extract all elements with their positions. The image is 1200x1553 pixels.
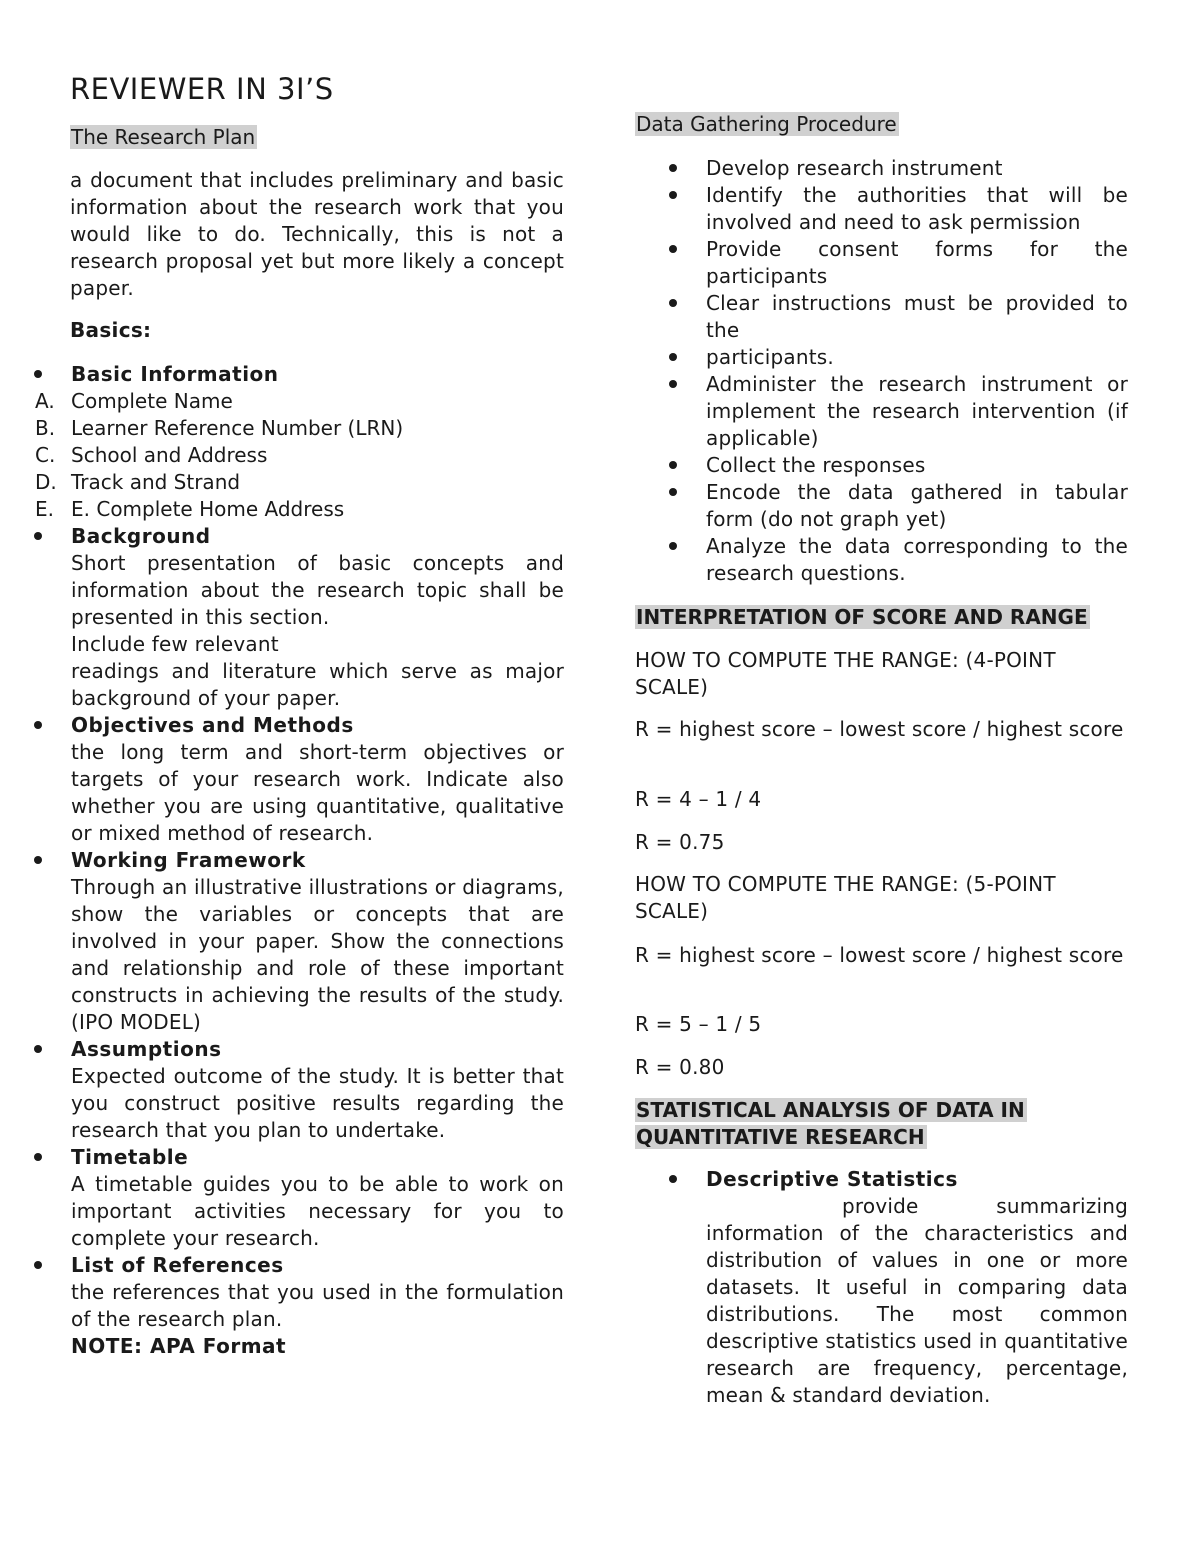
five-point-result-block: [635, 1054, 1128, 1081]
bullet-icon: [669, 488, 677, 496]
list-marker: A.: [35, 389, 55, 413]
basics-label: Basics:: [70, 318, 152, 342]
bullet-icon: [34, 1153, 42, 1161]
four-point-result: R = 0.75: [635, 830, 725, 854]
list-item-text: Learner Reference Number (LRN): [71, 416, 404, 440]
interpretation-heading: [635, 604, 1128, 631]
descriptive-statistics-title: Descriptive Statistics: [706, 1167, 958, 1191]
data-gathering-section: [635, 111, 1128, 138]
list-item-objectives: [0, 712, 564, 847]
list-item: [635, 182, 1128, 236]
list-item-working-framework: [0, 847, 564, 1036]
four-point-substitution: R = 4 – 1 / 4: [635, 787, 762, 811]
five-point-heading-block: [635, 871, 1128, 925]
four-point-heading: HOW TO COMPUTE THE RANGE: (4-POINT SCALE): [635, 648, 1056, 699]
research-plan-section: [70, 124, 564, 151]
list-item-text: Encode the data gathered in tabular form (do not graph yet): [706, 480, 1128, 531]
references-title: List of References: [71, 1253, 284, 1277]
list-item-text: Identify the authorities that will be involved and need to ask permission: [706, 183, 1128, 234]
working-framework-title: Working Framework: [71, 848, 306, 872]
bullet-icon: [669, 299, 677, 307]
background-description-2: Include few relevant: [71, 632, 279, 656]
list-item-descriptive-statistics: [635, 1166, 1128, 1409]
list-item-text: Develop research instrument: [706, 156, 1003, 180]
references-description: the references that you used in the formulation of the research plan.: [71, 1280, 564, 1331]
research-plan-heading-text: The Research Plan: [71, 125, 256, 149]
data-gathering-heading: [635, 111, 1128, 138]
interpretation-section: [635, 604, 1128, 631]
background-title: Background: [71, 524, 211, 548]
list-item: [635, 344, 1128, 371]
interpretation-heading-text: INTERPRETATION OF SCORE AND RANGE: [636, 605, 1088, 629]
list-item-text: Provide consent forms for the participants: [706, 237, 1128, 288]
list-marker: C.: [35, 443, 56, 467]
five-point-substitution: R = 5 – 1 / 5: [635, 1012, 762, 1036]
list-item: [635, 155, 1128, 182]
bullet-icon: [34, 1045, 42, 1053]
list-item: [635, 452, 1128, 479]
list-item: [635, 236, 1128, 290]
statistical-analysis-section: [635, 1097, 1128, 1151]
five-point-result: R = 0.80: [635, 1055, 725, 1079]
timetable-title: Timetable: [71, 1145, 189, 1169]
bullet-icon: [34, 856, 42, 864]
list-item-text: E. Complete Home Address: [71, 497, 345, 521]
bullet-icon: [669, 191, 677, 199]
list-item: [635, 371, 1128, 452]
statistical-analysis-heading: [635, 1097, 1128, 1151]
research-plan-description: a document that includes preliminary and basic information about the research work that you would like to do. Technically, this is not a research proposal yet but more likely a concept paper.: [70, 168, 564, 300]
descriptive-list: [0, 1166, 1128, 1409]
references-note: NOTE: APA Format: [71, 1334, 287, 1358]
list-item-text: participants.: [706, 345, 834, 369]
background-description-3: readings and literature which serve as major background of your paper.: [71, 659, 564, 710]
descriptive-statistics-description: provide summarizing information of the characteristics and distribution of values in one or more datasets. It useful in comparing data distributions. The most common descriptive statistics used in quantitative research are frequency, percentage, mean & standard deviation.: [706, 1194, 1128, 1407]
descriptive-list-block: [0, 1166, 1128, 1409]
list-item-text: Track and Strand: [71, 470, 241, 494]
objectives-description: the long term and short-term objectives or targets of your research work. Indicate also whether you are using quantitative, qualitative or mixed method of research.: [71, 740, 564, 845]
objectives-title: Objectives and Methods: [71, 713, 354, 737]
bullet-icon: [669, 380, 677, 388]
bullet-icon: [669, 461, 677, 469]
bullet-icon: [669, 164, 677, 172]
list-item-assumptions: [0, 1036, 564, 1144]
four-point-result-block: [635, 829, 1128, 856]
five-point-formula-block: [635, 942, 1128, 969]
five-point-substitution-block: [635, 1011, 1128, 1038]
bullet-icon: [669, 353, 677, 361]
bullet-icon: [669, 245, 677, 253]
research-plan-heading: [70, 124, 564, 151]
five-point-formula: R = highest score – lowest score / highest score: [635, 943, 1124, 967]
list-item: [635, 533, 1128, 587]
list-marker: D.: [35, 470, 57, 494]
assumptions-title: Assumptions: [71, 1037, 222, 1061]
basic-information-title: Basic Information: [71, 362, 279, 386]
background-description-1: Short presentation of basic concepts and information about the research topic shall be presented in this section.: [71, 551, 564, 629]
data-gathering-list: [0, 155, 1128, 587]
list-item-text: Analyze the data corresponding to the research questions.: [706, 534, 1128, 585]
list-marker: E.: [35, 497, 54, 521]
four-point-formula: R = highest score – lowest score / highest score: [635, 717, 1124, 741]
list-item: [635, 290, 1128, 344]
assumptions-description: Expected outcome of the study. It is better that you construct positive results regarding the research that you plan to undertake.: [71, 1064, 564, 1142]
list-item-text: Complete Name: [71, 389, 233, 413]
list-item: [635, 479, 1128, 533]
list-item-text: Collect the responses: [706, 453, 926, 477]
statistical-heading-line-1: STATISTICAL ANALYSIS OF DATA IN: [636, 1098, 1025, 1122]
list-item-text: School and Address: [71, 443, 268, 467]
four-point-heading-block: [635, 647, 1128, 701]
document-title: REVIEWER IN 3I’S: [70, 72, 334, 106]
four-point-substitution-block: [635, 786, 1128, 813]
five-point-heading: HOW TO COMPUTE THE RANGE: (5-POINT SCALE): [635, 872, 1056, 923]
statistical-heading-line-2: QUANTITATIVE RESEARCH: [636, 1125, 925, 1149]
bullet-icon: [669, 542, 677, 550]
working-framework-description: Through an illustrative illustrations or diagrams, show the variables or concepts that are involved in your paper. Show the connections and relationship and role of these important constructs in achieving the results of the study. (IPO MODEL): [71, 875, 564, 1034]
data-gathering-list-block: [0, 155, 1128, 587]
list-marker: B.: [35, 416, 56, 440]
list-item-text: Clear instructions must be provided to the: [706, 291, 1128, 342]
bullet-icon: [34, 721, 42, 729]
data-gathering-heading-text: Data Gathering Procedure: [636, 112, 897, 136]
four-point-formula-block: [635, 716, 1128, 743]
bullet-icon: [669, 1175, 677, 1183]
list-item-text: Administer the research instrument or implement the research intervention (if applicable): [706, 372, 1128, 450]
timetable-description: A timetable guides you to be able to work on important activities necessary for you to complete your research.: [71, 1172, 564, 1250]
